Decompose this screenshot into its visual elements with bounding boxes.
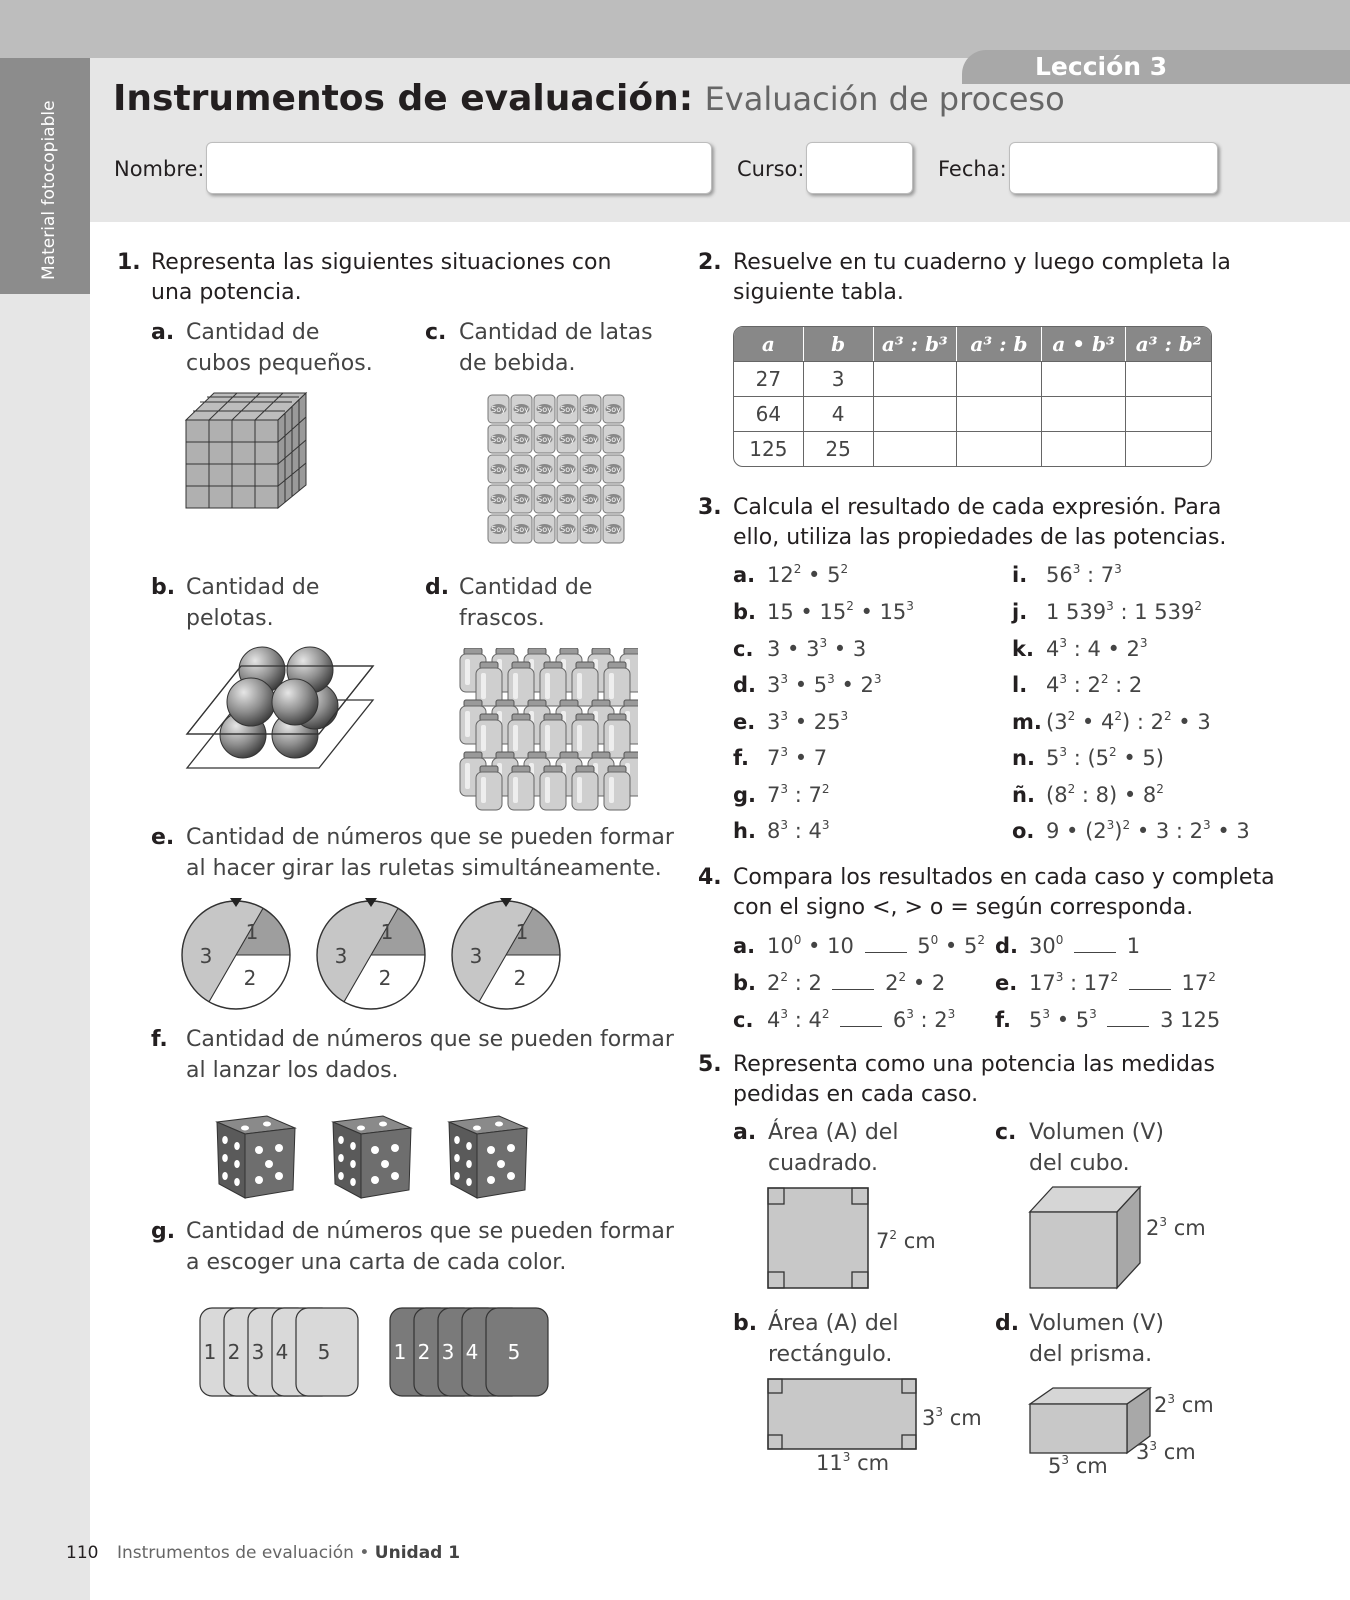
date-field[interactable]	[1009, 142, 1218, 194]
table-header: a • b³	[1042, 327, 1127, 361]
q5b-item: b.	[733, 1311, 758, 1336]
answer-cell[interactable]	[874, 361, 958, 396]
page-number: 110	[66, 1543, 99, 1563]
prism-height-label: $2^3$ cm	[1154, 1392, 1214, 1417]
cube-edge-label: $2^3$ cm	[1146, 1215, 1206, 1240]
page-title	[113, 78, 1065, 119]
q1e-item: e.	[151, 825, 175, 850]
card-label: 2	[417, 1340, 431, 1364]
can-label: Soy	[560, 495, 575, 504]
can-label: Soy	[491, 525, 506, 534]
jars-figure	[458, 648, 638, 813]
can-label: Soy	[583, 525, 598, 534]
answer-cell[interactable]	[1042, 361, 1127, 396]
q5a-item: a.	[733, 1120, 757, 1145]
course-label: Curso:	[737, 157, 805, 181]
can	[557, 425, 578, 453]
q5c-text: Volumen (V)	[1029, 1120, 1164, 1145]
q3g-expression: g. $7^3$ : $7^2$	[733, 782, 830, 807]
can-label: Soy	[491, 495, 506, 504]
can	[557, 515, 578, 543]
can	[488, 485, 509, 513]
card-label: 5	[507, 1340, 521, 1364]
name-field[interactable]	[206, 142, 712, 194]
wheel-label: 2	[378, 966, 392, 990]
can-label: Soy	[491, 465, 506, 474]
can-label: Soy	[606, 525, 621, 534]
can	[534, 515, 555, 543]
q4b-comparison: b. $2^2$ : 2 $2^2$ • 2	[733, 970, 946, 995]
can-label: Soy	[537, 495, 552, 504]
wheel-label: 3	[199, 944, 213, 968]
title-main: Instrumentos de evaluación:	[113, 78, 694, 119]
can	[603, 515, 624, 543]
table-cell: 125	[734, 431, 804, 466]
question-text: Representa las siguientes situaciones con	[151, 250, 612, 275]
answer-cell[interactable]	[957, 431, 1042, 466]
table-cell: 4	[804, 396, 874, 431]
date-label: Fecha:	[938, 157, 1007, 181]
q5b-text: rectángulo.	[768, 1342, 893, 1367]
answer-cell[interactable]	[957, 361, 1042, 396]
q5c-text: del cubo.	[1029, 1151, 1130, 1176]
cans-figure	[485, 392, 635, 550]
q3k-expression: k. $4^3$ : 4 • $2^3$	[1012, 636, 1148, 661]
course-field[interactable]	[806, 142, 913, 194]
jar	[476, 766, 502, 810]
q1g-text: a escoger una carta de cada color.	[186, 1250, 567, 1275]
can-label: Soy	[537, 525, 552, 534]
q3o-expression: o. 9 • $(2^3)^2$ • 3 : $2^3$ • 3	[1012, 818, 1250, 843]
question-text: con el signo <, > o = según corresponda.	[733, 895, 1194, 920]
q3h-expression: h. $8^3$ : $4^3$	[733, 818, 830, 843]
answer-cell[interactable]	[1042, 396, 1127, 431]
q3j-expression: j. 1 $539^3$ : 1 $539^2$	[1012, 599, 1202, 624]
can-label: Soy	[560, 405, 575, 414]
lesson-label: Lección 3	[1035, 52, 1168, 81]
question-text: Representa como una potencia las medidas	[733, 1052, 1215, 1077]
square-side-label: $7^2$ cm	[876, 1228, 936, 1253]
wheel-label: 1	[245, 920, 259, 944]
can	[534, 485, 555, 513]
can-label: Soy	[514, 465, 529, 474]
can	[557, 395, 578, 423]
q1a-text: Cantidad de	[186, 320, 320, 345]
q4e-comparison: e. $17^3$ : $17^2$ $17^2$	[995, 970, 1216, 995]
can-label: Soy	[606, 405, 621, 414]
can	[534, 395, 555, 423]
q5a-text: cuadrado.	[768, 1151, 879, 1176]
q5d-text: del prisma.	[1029, 1342, 1153, 1367]
cards-figure	[198, 1306, 568, 1401]
q5a-text: Área (A) del	[768, 1120, 899, 1145]
can-label: Soy	[491, 435, 506, 444]
q1f-text: Cantidad de números que se pueden formar	[186, 1027, 674, 1052]
card-label: 1	[203, 1340, 217, 1364]
jar	[508, 662, 534, 706]
can	[580, 455, 601, 483]
can	[511, 515, 532, 543]
q1c-item: c.	[425, 320, 447, 345]
answer-blank[interactable]	[1129, 989, 1171, 990]
footer-text: Instrumentos de evaluación • Unidad 1	[117, 1543, 461, 1563]
can-label: Soy	[514, 405, 529, 414]
q1b-item: b.	[151, 575, 176, 600]
card-label: 1	[393, 1340, 407, 1364]
q5c-item: c.	[995, 1120, 1017, 1145]
answer-cell[interactable]	[1042, 431, 1127, 466]
q5d-item: d.	[995, 1311, 1020, 1336]
q1g-item: g.	[151, 1219, 176, 1244]
can	[511, 395, 532, 423]
table-header: a	[734, 327, 804, 361]
question-number: 2.	[698, 250, 722, 275]
question-text: Calcula el resultado de cada expresión. Para	[733, 495, 1222, 520]
question-number: 1.	[117, 250, 141, 275]
q1e-text: al hacer girar las ruletas simultáneamente.	[186, 856, 662, 881]
can-label: Soy	[514, 435, 529, 444]
q5d-text: Volumen (V)	[1029, 1311, 1164, 1336]
card-label: 4	[465, 1340, 479, 1364]
q3m-expression: m. ($3^2$ • $4^2$) : $2^2$ • 3	[1012, 709, 1211, 734]
q1c-text: de bebida.	[459, 351, 576, 376]
wheel-label: 1	[380, 920, 394, 944]
q1e-text: Cantidad de números que se pueden formar	[186, 825, 674, 850]
table-cell: 3	[804, 361, 874, 396]
table-row	[734, 396, 1211, 431]
card-label: 5	[317, 1340, 331, 1364]
dice-figure	[215, 1110, 545, 1210]
table-header: a³ : b²	[1126, 327, 1211, 361]
can	[511, 455, 532, 483]
wheel-label: 2	[513, 966, 527, 990]
can-label: Soy	[537, 465, 552, 474]
can	[511, 425, 532, 453]
can-label: Soy	[583, 495, 598, 504]
can	[488, 425, 509, 453]
can-label: Soy	[606, 465, 621, 474]
table-header: a³ : b	[957, 327, 1042, 361]
q3d-expression: d. $3^3$ • $5^3$ • $2^3$	[733, 672, 882, 697]
card-label: 2	[227, 1340, 241, 1364]
question-text: una potencia.	[151, 280, 302, 305]
jar	[476, 662, 502, 706]
jar	[604, 766, 630, 810]
can	[534, 455, 555, 483]
q4a-comparison: a. $10^0$ • 10 $5^0$ • $5^2$	[733, 933, 985, 958]
sidebar-label: Material fotocopiable	[39, 100, 59, 280]
balls-figure	[185, 640, 375, 775]
jar	[508, 766, 534, 810]
q1b-text: pelotas.	[186, 606, 274, 631]
can-label: Soy	[560, 435, 575, 444]
can	[603, 395, 624, 423]
table-row	[734, 361, 1211, 396]
table-cell: 25	[804, 431, 874, 466]
card-label: 3	[251, 1340, 265, 1364]
q3e-expression: e. $3^3$ • $25^3$	[733, 709, 849, 734]
answer-cell[interactable]	[1126, 431, 1211, 466]
answer-blank[interactable]	[1074, 952, 1116, 953]
wheel-label: 3	[334, 944, 348, 968]
q3n-expression: n. $5^3$ : ($5^2$ • 5)	[1012, 745, 1164, 770]
card-label: 3	[441, 1340, 455, 1364]
q1b-text: Cantidad de	[186, 575, 320, 600]
jar	[540, 714, 566, 758]
answer-cell[interactable]	[874, 396, 958, 431]
q1f-item: f.	[151, 1027, 168, 1052]
q4f-comparison: f. $5^3$ • $5^3$ 3 125	[995, 1007, 1221, 1032]
q1d-item: d.	[425, 575, 450, 600]
rectangle-figure	[765, 1376, 920, 1452]
q1a-item: a.	[151, 320, 175, 345]
wheel-label: 1	[515, 920, 529, 944]
answer-blank[interactable]	[840, 1026, 882, 1027]
can	[603, 485, 624, 513]
can-label: Soy	[514, 525, 529, 534]
question-text: pedidas en cada caso.	[733, 1082, 979, 1107]
card	[486, 1308, 548, 1396]
question-text: Resuelve en tu cuaderno y luego completa la	[733, 250, 1231, 275]
wheel-label: 2	[243, 966, 257, 990]
can	[488, 515, 509, 543]
answer-cell[interactable]	[1126, 396, 1211, 431]
can	[488, 455, 509, 483]
jar	[540, 766, 566, 810]
question-number: 3.	[698, 495, 722, 520]
table-header: a³ : b³	[874, 327, 958, 361]
prism-length-label: $5^3$ cm	[1048, 1453, 1108, 1478]
rectangle-width-label: $11^3$ cm	[816, 1450, 890, 1475]
can	[488, 395, 509, 423]
table-cell: 27	[734, 361, 804, 396]
question-number: 5.	[698, 1052, 722, 1077]
can	[557, 455, 578, 483]
jar	[572, 714, 598, 758]
q3i-expression: i. $56^3$ : $7^3$	[1012, 562, 1122, 587]
die	[333, 1116, 411, 1198]
q4c-comparison: c. $4^3$ : $4^2$ $6^3$ : $2^3$	[733, 1007, 956, 1032]
jar	[572, 766, 598, 810]
question-number: 4.	[698, 865, 722, 890]
q5b-text: Área (A) del	[768, 1311, 899, 1336]
cube-volume-figure	[1028, 1185, 1148, 1290]
table-row	[734, 431, 1211, 466]
q3ñ-expression: ñ. ($8^2$ : 8) • $8^2$	[1012, 782, 1164, 807]
can	[511, 485, 532, 513]
wheel-label: 3	[469, 944, 483, 968]
card-label: 4	[275, 1340, 289, 1364]
cube-figure	[180, 385, 315, 510]
can-label: Soy	[537, 435, 552, 444]
can	[580, 395, 601, 423]
q4d-comparison: d. $30^0$ 1	[995, 933, 1141, 958]
jar	[540, 662, 566, 706]
can-label: Soy	[537, 405, 552, 414]
jar	[604, 714, 630, 758]
q1a-text: cubos pequeños.	[186, 351, 373, 376]
q3b-expression: b. 15 • $15^2$ • $15^3$	[733, 599, 914, 624]
table-header: b	[804, 327, 874, 361]
spinner-wheel	[182, 898, 290, 1009]
can-label: Soy	[583, 435, 598, 444]
q1d-text: frascos.	[459, 606, 545, 631]
can	[603, 455, 624, 483]
question-text: siguiente tabla.	[733, 280, 904, 305]
can-label: Soy	[491, 405, 506, 414]
die	[217, 1116, 295, 1198]
q3a-expression: a. $12^2$ • $5^2$	[733, 562, 849, 587]
jar	[476, 714, 502, 758]
can-label: Soy	[560, 525, 575, 534]
name-label: Nombre:	[114, 157, 205, 181]
q3f-expression: f. $7^3$ • 7	[733, 745, 828, 770]
rectangle-height-label: $3^3$ cm	[922, 1405, 982, 1430]
wheels-figure	[180, 898, 580, 1018]
can	[580, 425, 601, 453]
powers-table	[733, 326, 1212, 467]
card	[296, 1308, 358, 1396]
answer-cell[interactable]	[1126, 361, 1211, 396]
q1g-text: Cantidad de números que se pueden formar	[186, 1219, 674, 1244]
can-label: Soy	[514, 495, 529, 504]
jar	[604, 662, 630, 706]
spinner-wheel	[317, 898, 425, 1009]
can-label: Soy	[560, 465, 575, 474]
q1d-text: Cantidad de	[459, 575, 593, 600]
answer-blank[interactable]	[1107, 1026, 1149, 1027]
can	[557, 485, 578, 513]
title-sub: Evaluación de proceso	[704, 80, 1065, 118]
die	[449, 1116, 527, 1198]
answer-blank[interactable]	[865, 952, 907, 953]
can	[603, 425, 624, 453]
can-label: Soy	[583, 405, 598, 414]
answer-cell[interactable]	[957, 396, 1042, 431]
jar	[572, 662, 598, 706]
q1f-text: al lanzar los dados.	[186, 1058, 399, 1083]
q3c-expression: c. 3 • $3^3$ • 3	[733, 636, 867, 661]
answer-cell[interactable]	[874, 431, 958, 466]
question-text: Compara los resultados en cada caso y completa	[733, 865, 1275, 890]
can-label: Soy	[606, 435, 621, 444]
table-header-row	[734, 327, 1211, 361]
can-label: Soy	[583, 465, 598, 474]
table-cell: 64	[734, 396, 804, 431]
can	[580, 485, 601, 513]
can	[580, 515, 601, 543]
jar	[508, 714, 534, 758]
q3l-expression: l. $4^3$ : $2^2$ : 2	[1012, 672, 1143, 697]
q1c-text: Cantidad de latas	[459, 320, 653, 345]
spinner-wheel	[452, 898, 560, 1009]
can	[534, 425, 555, 453]
can-label: Soy	[606, 495, 621, 504]
question-text: ello, utiliza las propiedades de las potencias.	[733, 525, 1227, 550]
prism-depth-label: $3^3$ cm	[1136, 1439, 1196, 1464]
answer-blank[interactable]	[832, 989, 874, 990]
